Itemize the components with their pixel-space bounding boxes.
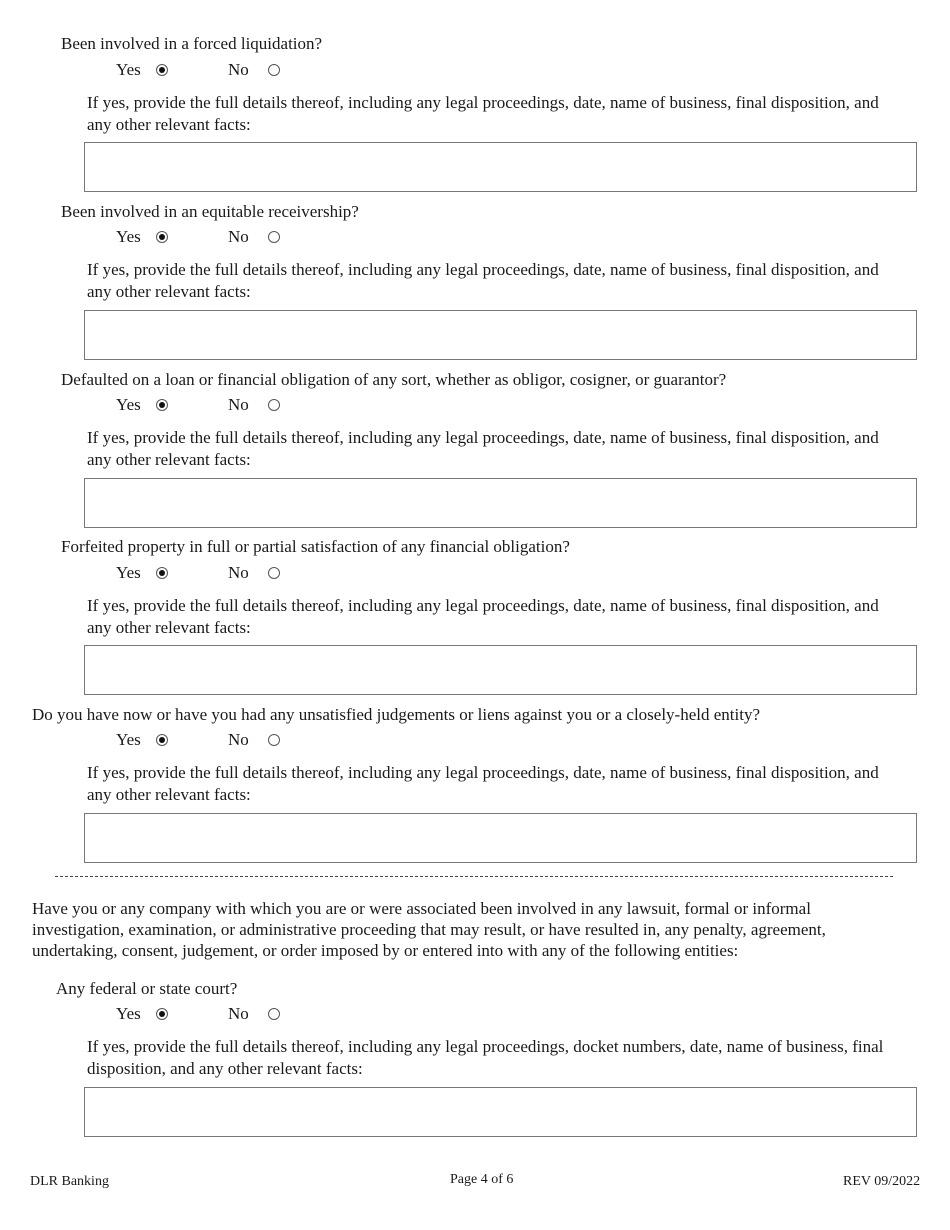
q5-yes-radio[interactable] [156,734,168,746]
question-federal-state-court: Any federal or state court? [56,979,238,998]
q6-no-radio[interactable] [268,1008,280,1020]
footer-org: DLR Banking [30,1174,109,1189]
yes-label: Yes [116,60,141,79]
footer-revision: REV 09/2022 [843,1174,921,1189]
details-instruction: If yes, provide the full details thereof, including any legal proceedings, date, name of business, final disposition, and any other relevant facts: [87,596,879,637]
q6-details-textbox[interactable] [84,1087,917,1137]
question-forfeited-property: Forfeited property in full or partial satisfaction of any financial obligation? [61,537,570,556]
q2-no-radio[interactable] [268,231,280,243]
question-equitable-receivership: Been involved in an equitable receivership? [61,202,359,221]
details-instruction-court: If yes, provide the full details thereof, including any legal proceedings, docket numbers, date, name of business, final disposition, and any other relevant facts: [87,1037,884,1078]
question-defaulted-loan: Defaulted on a loan or financial obligation of any sort, whether as obligor, cosigner, or guarantor? [61,370,727,389]
no-label: No [228,1004,249,1023]
section-divider [55,876,893,877]
q2-details-textbox[interactable] [84,310,917,360]
no-label: No [228,730,249,749]
details-instruction: If yes, provide the full details thereof, including any legal proceedings, date, name of business, final disposition, and any other relevant facts: [87,93,879,134]
yes-label: Yes [116,730,141,749]
q2-yes-radio[interactable] [156,231,168,243]
no-label: No [228,60,249,79]
q4-yes-radio[interactable] [156,567,168,579]
no-label: No [228,227,249,246]
yes-label: Yes [116,1004,141,1023]
footer-page-number: Page 4 of 6 [450,1172,514,1187]
q3-yes-radio[interactable] [156,399,168,411]
q1-no-radio[interactable] [268,64,280,76]
no-label: No [228,395,249,414]
q5-details-textbox[interactable] [84,813,917,863]
details-instruction: If yes, provide the full details thereof, including any legal proceedings, date, name of business, final disposition, and any other relevant facts: [87,428,879,469]
q6-yes-radio[interactable] [156,1008,168,1020]
question-forced-liquidation: Been involved in a forced liquidation? [61,34,323,53]
question-unsatisfied-judgements: Do you have now or have you had any unsatisfied judgements or liens against you or a closely-held entity? [32,705,760,724]
q4-details-textbox[interactable] [84,645,917,695]
q3-details-textbox[interactable] [84,478,917,528]
q4-no-radio[interactable] [268,567,280,579]
yes-label: Yes [116,227,141,246]
q5-no-radio[interactable] [268,734,280,746]
q1-details-textbox[interactable] [84,142,917,192]
details-instruction: If yes, provide the full details thereof, including any legal proceedings, date, name of business, final disposition, and any other relevant facts: [87,763,879,804]
q3-no-radio[interactable] [268,399,280,411]
details-instruction: If yes, provide the full details thereof, including any legal proceedings, date, name of business, final disposition, and any other relevant facts: [87,260,879,301]
yes-label: Yes [116,395,141,414]
section-intro: Have you or any company with which you are or were associated been involved in any lawsuit, formal or informal investigation, examination, or administrative proceeding that may result, or have resulted in, any penalty, agreement, undertaking, consent, judgement, or order imposed by or entered into with any of the following entities: [32,899,826,960]
q1-yes-radio[interactable] [156,64,168,76]
yes-label: Yes [116,563,141,582]
no-label: No [228,563,249,582]
